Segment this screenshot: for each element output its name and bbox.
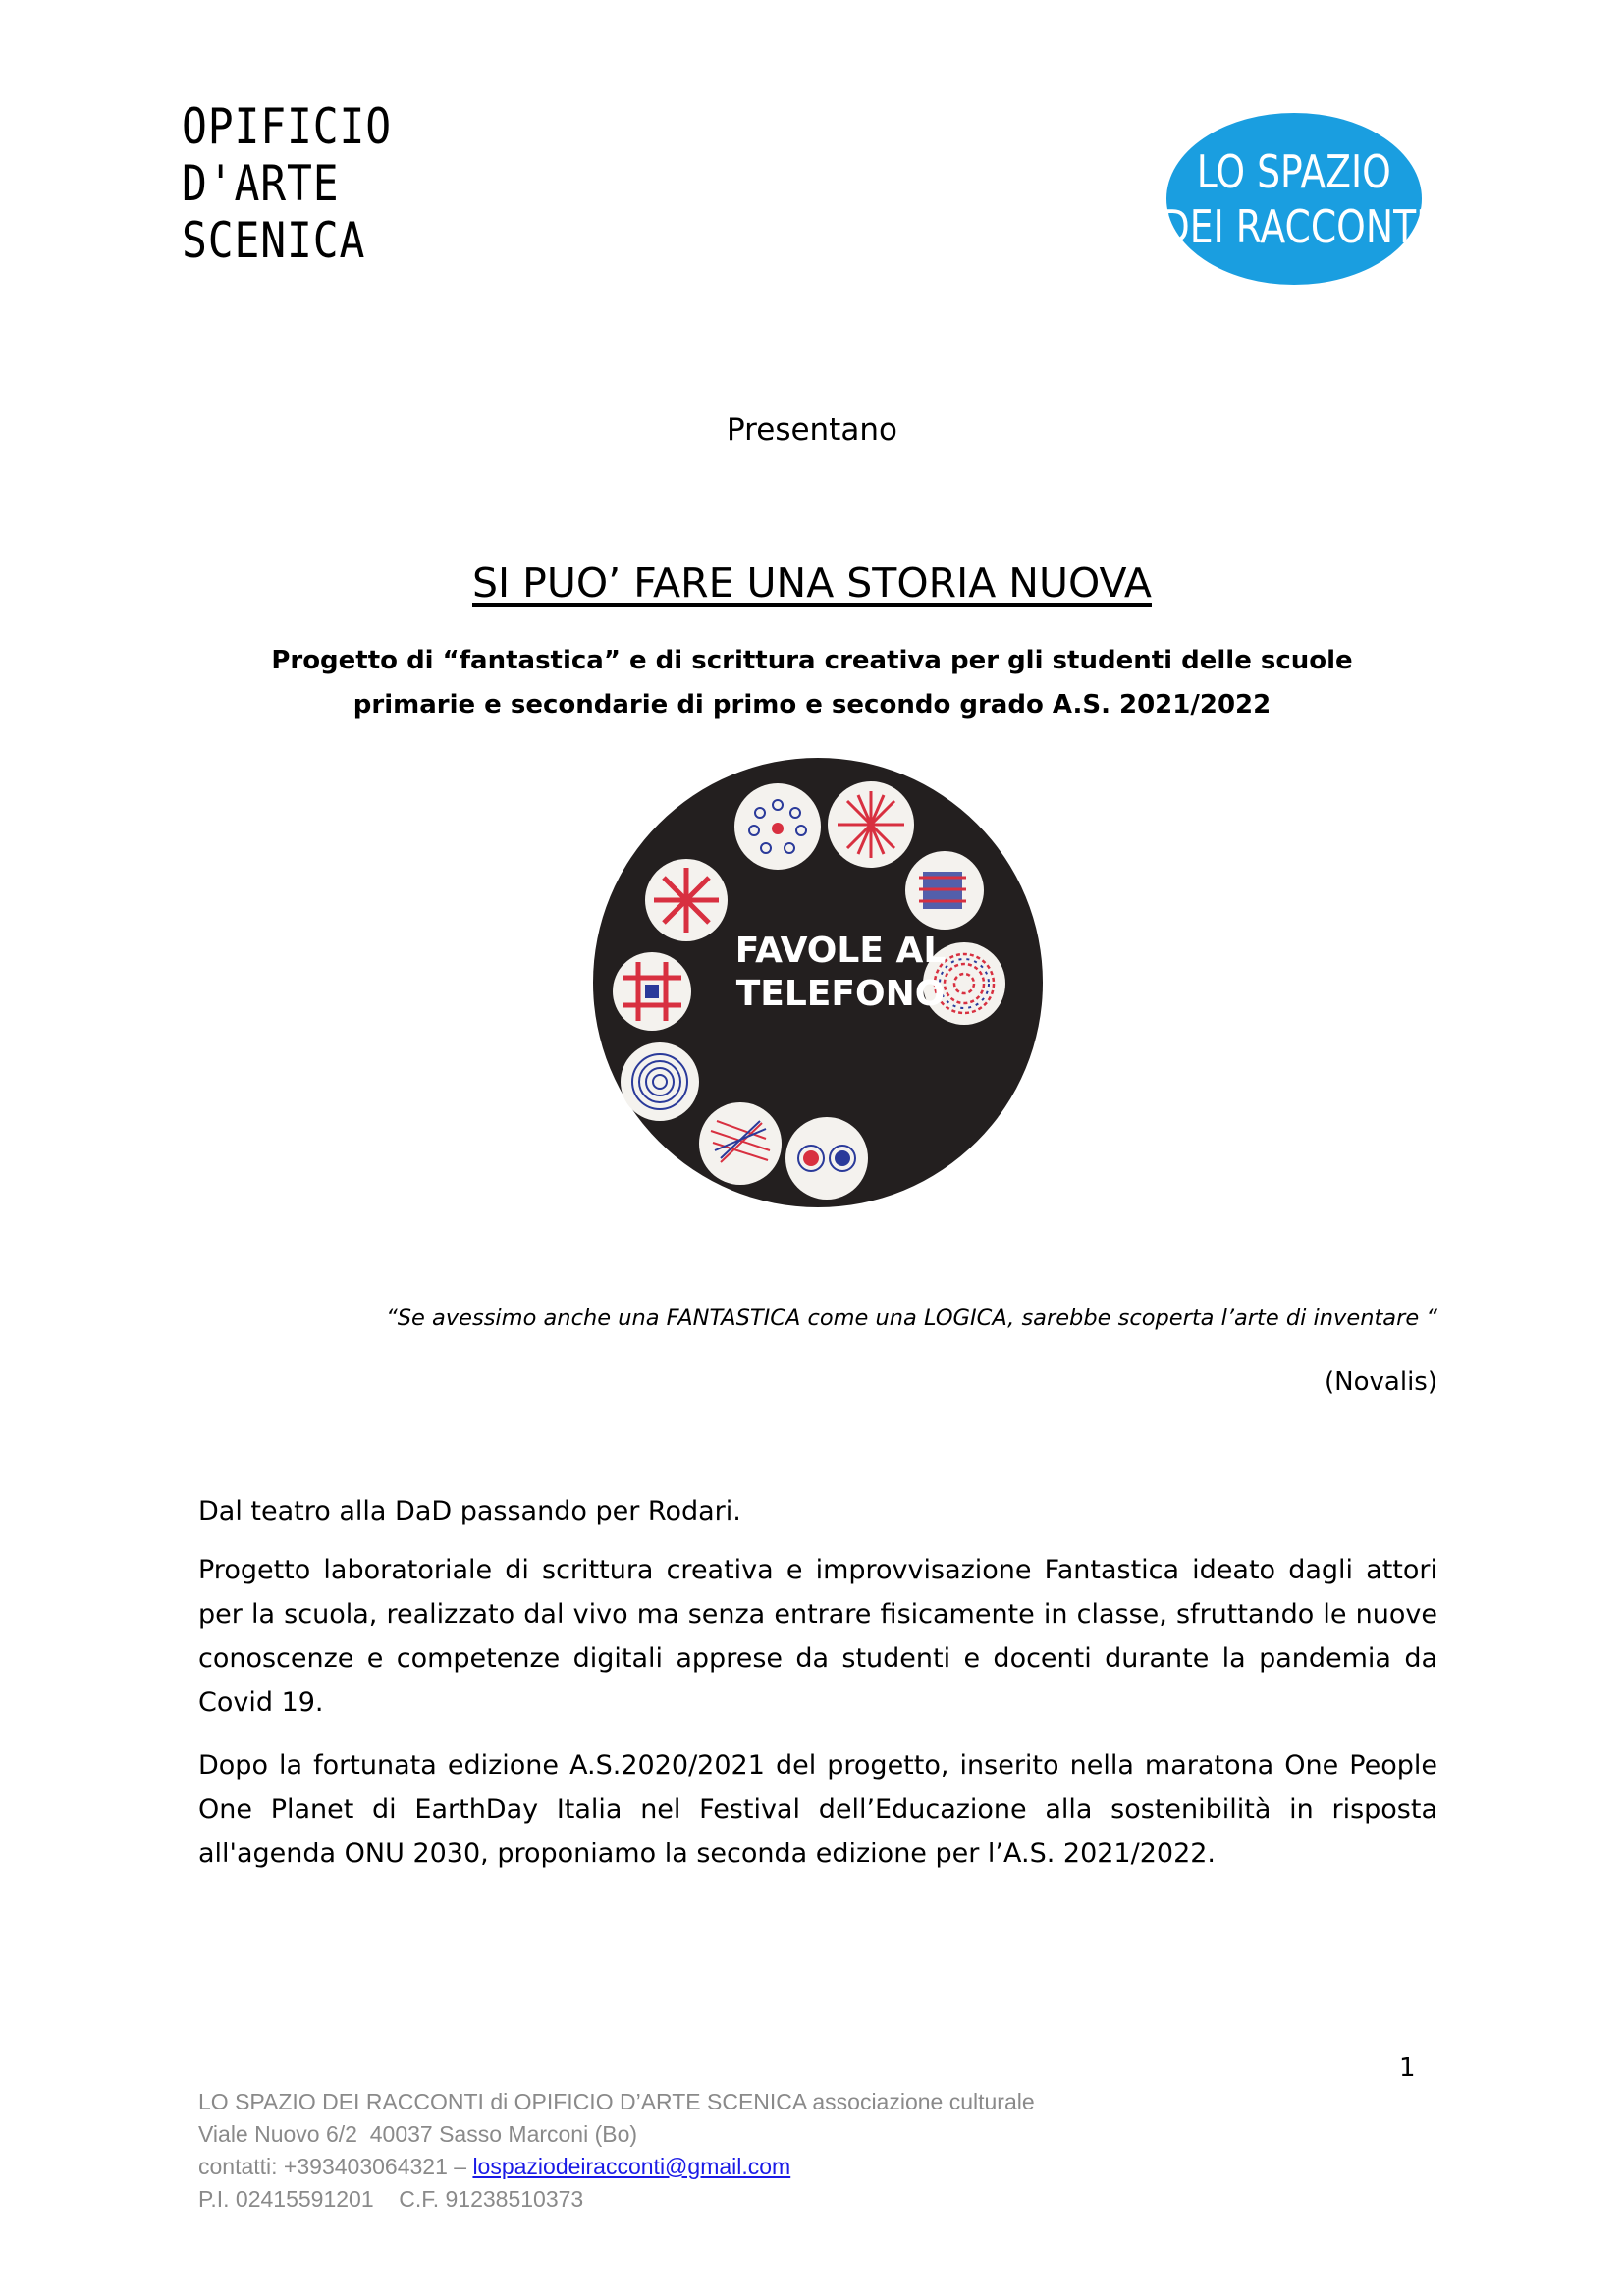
logo-right-line-1: LO SPAZIO bbox=[1196, 144, 1392, 198]
decorative-circle-7 bbox=[621, 1042, 699, 1121]
subtitle: Progetto di “fantastica” e di scrittura creativa per gli studenti delle scuole primarie e secondarie di primo e secondo grado A.S. 2021/2022 bbox=[271, 646, 1353, 720]
decorative-circle-3 bbox=[905, 851, 984, 930]
footer-line-2: Viale Nuovo 6/2 40037 Sasso Marconi (Bo) bbox=[198, 2121, 638, 2147]
decorative-circle-5 bbox=[645, 859, 728, 941]
logo-left-line-1: OPIFICIO bbox=[182, 98, 392, 155]
logo-right-line-2: DEI RACCONTI bbox=[1161, 199, 1428, 253]
quote-author: (Novalis) bbox=[1325, 1367, 1437, 1397]
footer-contacts-prefix: contatti: +393403064321 – bbox=[198, 2154, 473, 2179]
logo-left-line-2: D'ARTE bbox=[182, 155, 340, 212]
decorative-circle-8 bbox=[699, 1102, 782, 1185]
footer-line-4: P.I. 02415591201 C.F. 91238510373 bbox=[198, 2186, 584, 2212]
logo-left-line-3: SCENICA bbox=[182, 212, 366, 269]
favole-line-2: TELEFONO bbox=[735, 974, 946, 1014]
footer-line-1: LO SPAZIO DEI RACCONTI di OPIFICIO D’ARTE SCENICA associazione culturale bbox=[198, 2089, 1035, 2114]
decorative-circle-6 bbox=[613, 952, 691, 1031]
page-title: SI PUO’ FARE UNA STORIA NUOVA bbox=[472, 560, 1152, 607]
decorative-circle-1 bbox=[734, 783, 821, 870]
paragraph-2: Progetto laboratoriale di scrittura creativa e improvvisazione Fantastica ideato dagli attori per la scuola, realizzato dal vivo ma senza entrare fisicamente in classe, sfruttando le nuove conoscenze e competenze digitali apprese da studenti e docenti durante la pandemia da Covid 19. bbox=[198, 1555, 1437, 1718]
favole-line-1: FAVOLE AL bbox=[734, 931, 947, 971]
footer-contacts bbox=[198, 2151, 1035, 2183]
opificio-logo bbox=[182, 98, 392, 269]
decorative-circle-2 bbox=[828, 781, 914, 868]
spazio-racconti-logo bbox=[1161, 113, 1428, 285]
quote-text: “Se avessimo anche una FANTASTICA come una LOGICA, sarebbe scoperta l’arte di inventare “ bbox=[386, 1306, 1437, 1331]
decorative-circle-9 bbox=[785, 1117, 868, 1200]
email-link[interactable]: lospaziodeiracconti@gmail.com bbox=[472, 2154, 791, 2179]
paragraph-3: Dopo la fortunata edizione A.S.2020/2021 del progetto, inserito nella maratona One People One Planet di EarthDay Italia nel Festival dell’Educazione alla sostenibilità in risposta all'agenda ONU 2030, proponiamo la seconda edizione per l’A.S. 2021/2022. bbox=[198, 1750, 1437, 1869]
favole-al-telefono-logo bbox=[593, 758, 1043, 1207]
paragraph-1: Dal teatro alla DaD passando per Rodari. bbox=[198, 1496, 741, 1526]
page-number: 1 bbox=[1399, 2054, 1416, 2083]
footer bbox=[198, 2086, 1035, 2216]
presentano-text: Presentano bbox=[727, 412, 897, 448]
